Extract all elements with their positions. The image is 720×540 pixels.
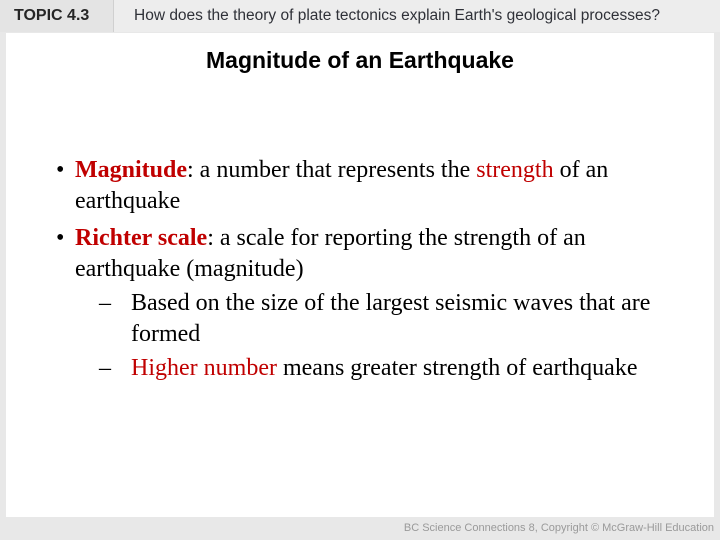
topic-badge: TOPIC 4.3 bbox=[0, 0, 114, 32]
subitem-text: Based on the size of the largest seismic waves that are formed bbox=[131, 290, 651, 347]
slide-title: Magnitude of an Earthquake bbox=[206, 47, 514, 73]
term-magnitude: Magnitude bbox=[75, 157, 188, 183]
highlight-strength: strength bbox=[476, 157, 554, 183]
subitem-text: means greater strength of earthquake bbox=[276, 355, 638, 381]
slide-content bbox=[56, 155, 676, 390]
bullet-text: : a scale for reporting the strength of an earthquake (magnitude) bbox=[75, 225, 586, 282]
bullet-dot: • bbox=[56, 157, 65, 183]
term-richter-scale: Richter scale bbox=[75, 225, 208, 251]
dash-marker: – bbox=[99, 355, 111, 381]
subitem-higher-number bbox=[75, 353, 676, 384]
dash-marker: – bbox=[99, 290, 111, 316]
copyright-footer: BC Science Connections 8, Copyright © McGraw-Hill Education bbox=[403, 522, 714, 534]
highlight-higher-number: Higher number bbox=[131, 355, 277, 381]
topic-header bbox=[0, 0, 720, 32]
bullet-dot: • bbox=[56, 225, 65, 251]
bullet-text: of an earthquake bbox=[75, 157, 609, 214]
bullet-magnitude bbox=[56, 155, 676, 217]
bullet-richter-scale bbox=[56, 223, 676, 384]
topic-question: How does the theory of plate tectonics explain Earth's geological processes? bbox=[134, 7, 660, 24]
subitem-seismic-waves bbox=[75, 288, 676, 350]
bullet-text: : a number that represents the bbox=[187, 157, 477, 183]
